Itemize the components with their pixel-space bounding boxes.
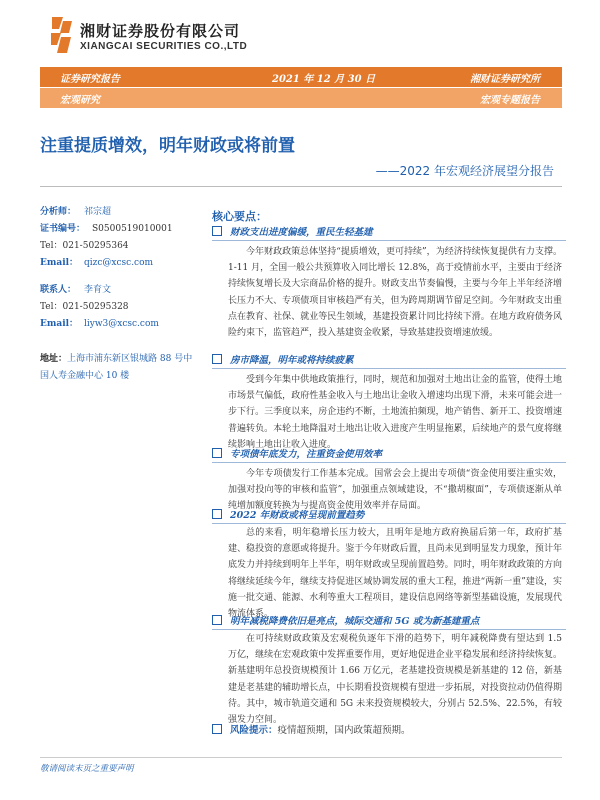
company-name-cn: 湘财证券股份有限公司 xyxy=(80,22,241,40)
report-type: 证券研究报告 xyxy=(60,74,120,85)
section-body: 今年财政政策总体坚持“提质增效，更可持续”，为经济持续恢复提供有力支撑。1-11 月，全国一般公共预算收入同比增长 12.8%，高于疫情前水平，主要由于经济持续恢复增长及大宗商品价格的提升。财政支出节奏偏慢，主要与今年上半年经济增长压力不大、专项债项目审核趋严有关，但为跨周期调节留足空间。今年财政支出重点在教育、社保、就业等民生领域，基建投资累计同比持续下滑。在地方政府债务风险约束下，监管趋严，投入基建资金收紧，导致基建投资增速放缓。 xyxy=(228,247,562,339)
section-heading: 财政支出进度偏缓，重民生轻基建 xyxy=(212,224,566,241)
checkbox-icon xyxy=(212,448,222,458)
address-block xyxy=(40,351,200,385)
email-label-2: Email： xyxy=(40,319,79,329)
email-label: Email： xyxy=(40,258,79,268)
footer-disclaimer: 敬请阅读末页之重要声明 xyxy=(40,764,134,774)
report-date: 2021 年 12 月 30 日 xyxy=(272,74,376,85)
contact-email-line xyxy=(40,316,159,329)
title-divider xyxy=(40,186,562,187)
section-heading: 房市降温，明年或将持续疲累 xyxy=(212,352,566,369)
contact-name: 李育文 xyxy=(84,285,112,295)
section-body: 在可持续财政政策及宏观税负逐年下滑的趋势下，明年减税降费有望达到 1.5 万亿，继续在宏观政策中发挥重要作用，更好地促进企业平稳发展和经济持续恢复。新基建明年总投资规模预计 1.66 万亿元，老基建投资规模是新基建的 12 倍，新基建是老基建的辅助增长点，中长期看投资规模有望进一步拓展，对投资拉动仍值得期待。其中，城市轨道交通和 5G 未来投资规模较大，分别占 52.5%、22.5%，有较强发力空间。 xyxy=(228,634,562,726)
header-bar-top xyxy=(40,67,562,87)
cert-line xyxy=(40,221,173,234)
analyst-tel: Tel：021-50295364 xyxy=(40,241,129,251)
section-heading: 专项债年底发力，注重资金使用效率 xyxy=(212,446,566,463)
risk-warning xyxy=(212,722,411,736)
analyst-email-line xyxy=(40,255,153,268)
risk-label: 风险提示： xyxy=(230,725,278,736)
address-label: 地址： xyxy=(40,354,68,364)
analyst-line xyxy=(40,204,111,217)
key-points-label: 核心要点： xyxy=(212,210,267,223)
report-category: 宏观专题报告 xyxy=(480,95,540,106)
section-body: 今年专项债发行工作基本完成。国常会会上提出专项债“资金使用要注重实效，加强对投向等的审核和监管”，加强重点领域建设，不“撒胡椒面”，专项债逐渐从单纯增加额度转换为与提高资金使用效率并存局面。 xyxy=(228,469,562,512)
company-logo-icon xyxy=(49,15,75,55)
contact-line xyxy=(40,282,111,295)
contact-tel: Tel：021-50295328 xyxy=(40,302,129,312)
research-category: 宏观研究 xyxy=(60,95,100,106)
section-heading: 明年减税降费依旧是亮点，城际交通和 5G 或为新基建重点 xyxy=(212,613,566,630)
report-subtitle: ——2022 年宏观经济展望分报告 xyxy=(375,164,554,178)
checkbox-icon xyxy=(212,354,222,364)
contact-email[interactable]: liyw3@xcsc.com xyxy=(84,319,159,329)
analyst-email[interactable]: qizc@xcsc.com xyxy=(84,258,154,268)
checkbox-icon xyxy=(212,724,222,734)
report-title: 注重提质增效，明年财政或将前置 xyxy=(40,136,295,156)
institute-name: 湘财证券研究所 xyxy=(470,74,540,85)
contact-label: 联系人： xyxy=(40,285,77,295)
cert-number: S0500519010001 xyxy=(92,224,173,234)
checkbox-icon xyxy=(212,226,222,236)
section-heading: 2022 年财政或将呈现前置趋势 xyxy=(212,507,566,524)
checkbox-icon xyxy=(212,615,222,625)
header-bar-bottom xyxy=(40,88,562,108)
section-body: 总的来看，明年稳增长压力较大，且明年是地方政府换届后第一年，政府扩基建、稳投资的意愿或将提升。鉴于今年财政后置，且尚未见到明显发力现象，预计年底发力并持续到明年上半年，明年财政或呈现前置趋势。同时，明年财政政策的方向将继续延续今年，继续支持促进区域协调发展的重大工程，推进“两新一重”建设，实施一批交通、能源、水利等重大工程项目，建设信息网络等新型基础设施，发展现代物流体系。 xyxy=(228,528,562,620)
section-body: 受到今年集中供地政策推行，同时，规范和加强对土地出让金的监管，使得土地市场景气偏低，政府性基金收入与土地出让金收入增速均出现下滑，未来可能会进一步下行。三季度以来，房企违约不断，土地流拍频现，地产销售、新开工、投资增速普遍转负。本轮土地降温对土地出让收入进度产生明显拖累，后续地产的景气度将继续影响土地出让收入进度。 xyxy=(228,375,562,450)
address-text: 上海市浦东新区银城路 88 号中国人寿金融中心 10 楼 xyxy=(40,354,193,381)
analyst-name: 祁宗超 xyxy=(84,207,112,217)
risk-text: 疫情超预期，国内政策超预期。 xyxy=(277,725,411,736)
cert-label: 证书编号： xyxy=(40,224,86,234)
checkbox-icon xyxy=(212,509,222,519)
footer-divider xyxy=(40,757,562,758)
analyst-label: 分析师： xyxy=(40,207,77,217)
company-name-en: XIANGCAI SECURITIES CO.,LTD xyxy=(80,41,248,52)
